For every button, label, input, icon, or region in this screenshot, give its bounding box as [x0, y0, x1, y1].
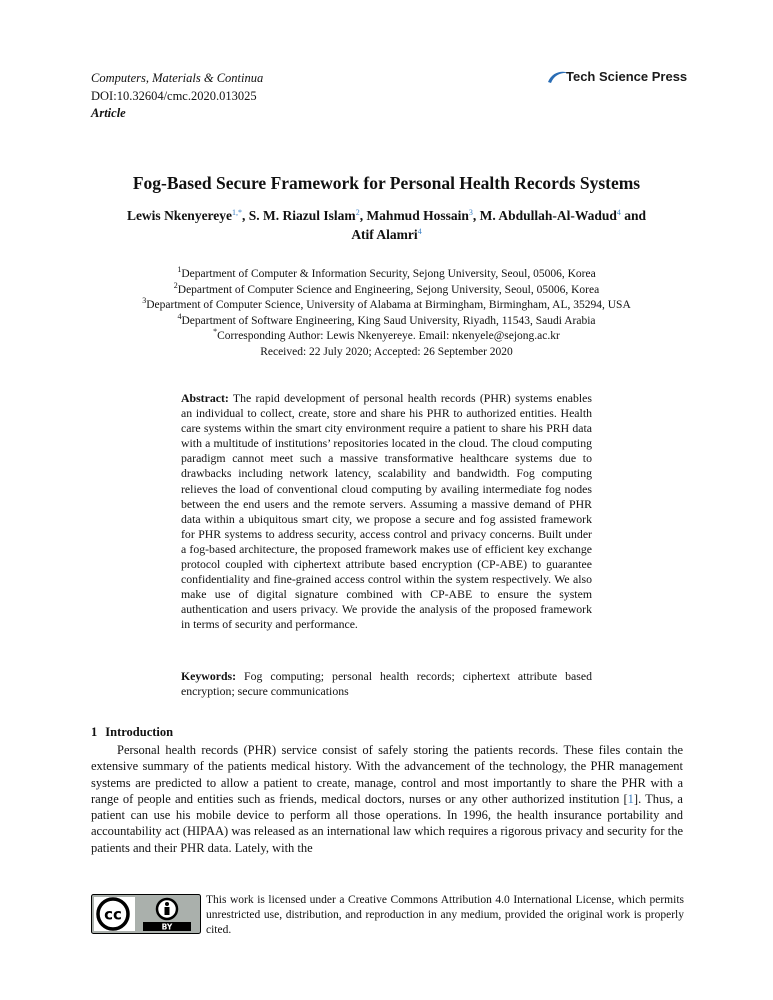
affiliation-mark: * — [213, 327, 218, 336]
body-paragraph — [91, 742, 683, 856]
affiliation-mark: 4 — [177, 311, 182, 321]
author-name: Lewis Nkenyereye — [126, 208, 233, 223]
author-affiliation-mark[interactable]: 1,* — [232, 208, 243, 217]
citation-link[interactable]: 1 — [627, 791, 634, 806]
author-name: M. Abdullah-Al-Wadud — [479, 208, 617, 223]
keywords-text: Fog computing; personal health records; ciphertext attribute based encryption; secure communications — [181, 669, 592, 699]
author-separator: , — [472, 208, 480, 223]
affiliation-line — [60, 280, 713, 299]
author-name: S. M. Riazul Islam — [248, 208, 356, 223]
author-list — [96, 206, 677, 244]
affiliation-mark: 1 — [177, 265, 182, 274]
author-affiliation-mark[interactable]: 3 — [468, 208, 473, 217]
affiliation-text: Department of Software Engineering, King Saud University, Riyadh, 11543, Saudi Arabia — [181, 314, 596, 327]
publisher-logo[interactable] — [546, 67, 688, 87]
abstract-label: Abstract: — [181, 391, 229, 405]
author-name: Mahmud Hossain — [366, 208, 469, 223]
license-text: This work is licensed under a Creative Commons Attribution 4.0 International License, which permits unrestricted use, distribution, and reproduction in any medium, provided the original work is properly cited. — [206, 894, 684, 936]
abstract — [181, 391, 592, 633]
author-separator: , — [242, 208, 249, 223]
author-affiliation-mark[interactable]: 4 — [417, 227, 422, 236]
publisher-name: Tech Science Press — [566, 69, 688, 84]
cc-by-icon — [91, 894, 201, 934]
journal-name: Computers, Materials & Continua — [91, 71, 264, 85]
affiliation-text: Corresponding Author: Lewis Nkenyereye. Email: nkenyele@sejong.ac.kr — [217, 330, 560, 342]
keywords-label: Keywords: — [181, 669, 237, 683]
body-text-before-ref: Personal health records (PHR) service consist of safely storing the patients records. These files contain the extensive summary of the patients medical history. With the advancement of the technology, the PHR management systems are predicted to allow a patient to create, manage, control and most importantly to share the PHR with a range of people and entities such as friends, medical doctors, nurses or any other authorized institution [ — [91, 743, 683, 806]
author-affiliation-mark[interactable]: 2 — [355, 208, 360, 217]
affiliation-text: Received: 22 July 2020; Accepted: 26 September 2020 — [260, 345, 513, 358]
abstract-text: The rapid development of personal health records (PHR) systems enables an individual to collect, create, store and share his PHR to authorized entities. Health care systems within the smart city environment require a patient to share his PRH data with a multitude of institutions’ repositories located in the cloud. The cloud computing paradigm cannot meet such a massive transformative healthcare systems due to drawbacks including network latency, scalability and bandwidth. Fog computing relieves the load of conventional cloud computing by availing intermediate fog nodes between the end users and the remote servers. Assuming a massive demand of PHR data within a ubiquitous smart city, we propose a secure and fog assisted framework for PHR systems to address security, access control and privacy concerns. Built under a fog-based architecture, the proposed framework makes use of efficient key exchange protocol coupled with ciphertext attribute based encryption (CP-ABE) to guarantee confidentiality and fine-grained access control within the system respectively. We also make use of digital signature combined with CP-ABE to ensure the system authentication and users privacy. We provide the analysis of the proposed framework in terms of security and performance. — [181, 391, 592, 632]
section-title: Introduction — [105, 725, 174, 739]
cc-by-badge[interactable] — [91, 894, 201, 934]
affiliation-text: Department of Computer Science and Engineering, Sejong University, Seoul, 05006, Korea — [177, 283, 600, 296]
cc-text: cc — [104, 905, 122, 924]
affiliation-line — [60, 267, 713, 283]
affiliation-mark: 3 — [142, 296, 147, 305]
section-heading — [91, 724, 173, 740]
keywords — [181, 669, 592, 699]
affiliation-line — [60, 329, 713, 345]
body-text-after-ref: ]. Thus, a patient can use his mobile device to perform all those operations. In 1996, the health insurance portability and accountability act (HIPAA) was released as an international law which requires a rigorous privacy and security for the patients and their PHR data. Lately, with the — [91, 791, 683, 855]
paper-title: Fog-Based Secure Framework for Personal Health Records Systems — [132, 173, 641, 193]
article-type: Article — [91, 106, 126, 120]
by-text: BY — [161, 922, 173, 932]
author-separator: and — [620, 208, 647, 223]
affiliation-line — [60, 311, 713, 330]
author-name: Atif Alamri — [351, 227, 418, 242]
author-affiliation-mark[interactable]: 4 — [616, 208, 621, 217]
affiliations — [60, 267, 713, 360]
affiliation-text: Department of Computer & Information Security, Sejong University, Seoul, 05006, Korea — [181, 268, 596, 280]
affiliation-line — [60, 298, 713, 314]
section-number: 1 — [91, 725, 98, 739]
author-separator: , — [359, 208, 367, 223]
doi[interactable]: DOI:10.32604/cmc.2020.013025 — [91, 89, 257, 103]
affiliation-text: Department of Computer Science, University of Alabama at Birmingham, Birmingham, AL, 35294, USA — [146, 299, 631, 311]
affiliation-line — [60, 345, 713, 361]
affiliation-mark: 2 — [173, 280, 178, 290]
